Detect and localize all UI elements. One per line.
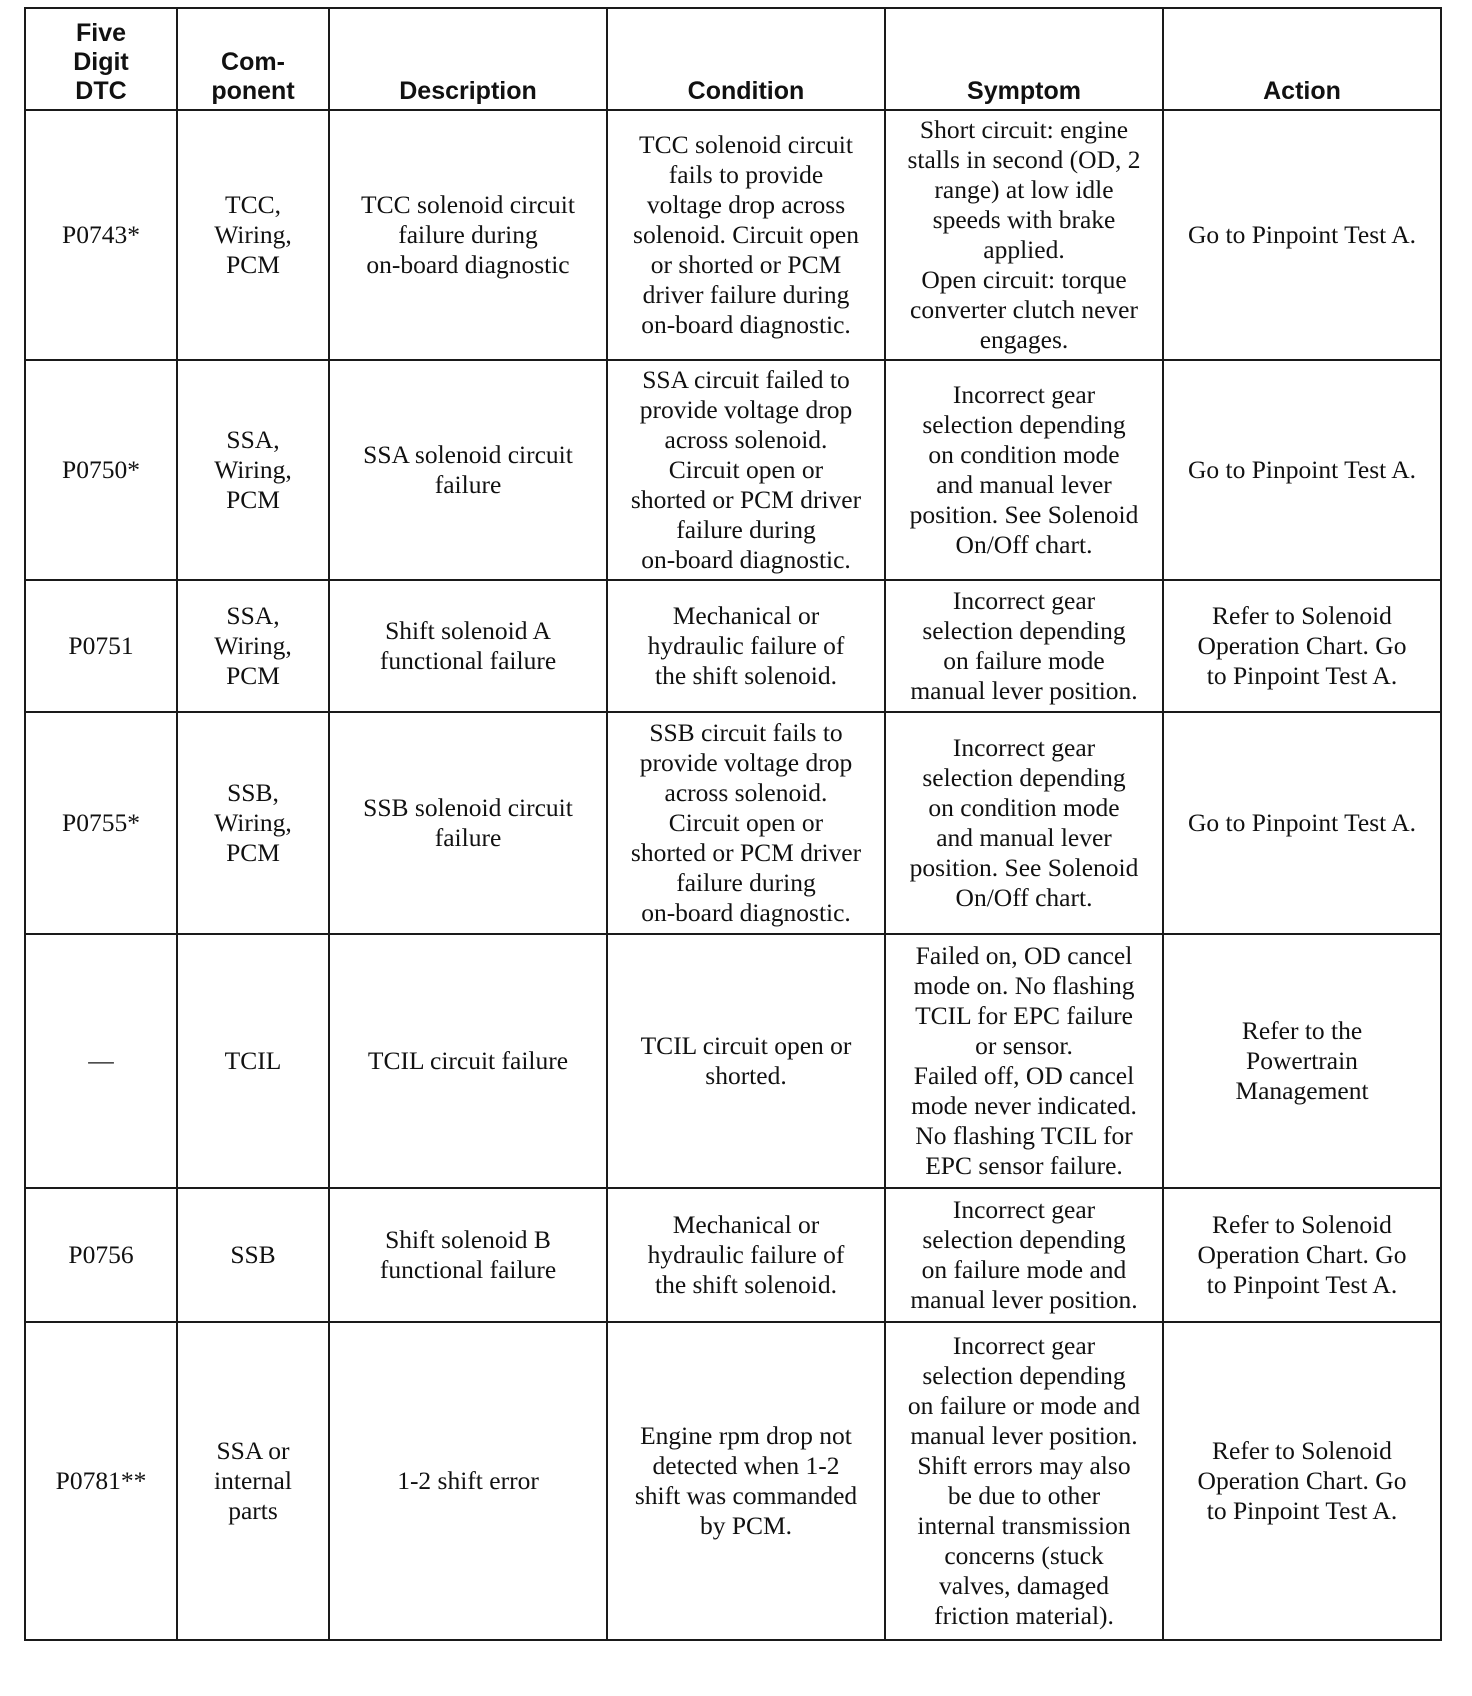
table-row	[25, 1322, 1441, 1640]
description-cell: TCC solenoid circuit failure during on-board diagnostic	[329, 110, 607, 360]
symptom-cell: Incorrect gear selection depending on failure mode and manual lever position.	[885, 1188, 1163, 1322]
table-row	[25, 1188, 1441, 1322]
description-cell: SSA solenoid circuit failure	[329, 360, 607, 580]
description-cell: Shift solenoid A functional failure	[329, 580, 607, 712]
header-component: Com- ponent	[177, 8, 329, 110]
table-row	[25, 580, 1441, 712]
condition-cell: Mechanical or hydraulic failure of the shift solenoid.	[607, 580, 885, 712]
description-cell: Shift solenoid B functional failure	[329, 1188, 607, 1322]
description-cell: SSB solenoid circuit failure	[329, 712, 607, 934]
header-description: Description	[329, 8, 607, 110]
condition-cell: TCIL circuit open or shorted.	[607, 934, 885, 1188]
dtc-cell: P0743*	[25, 110, 177, 360]
dtc-cell: P0751	[25, 580, 177, 712]
action-cell: Refer to the Powertrain Management	[1163, 934, 1441, 1188]
header-row	[25, 8, 1441, 110]
symptom-cell: Incorrect gear selection depending on failure or mode and manual lever position. Shift errors may also be due to other internal transmission concerns (stuck valves, damaged friction material).	[885, 1322, 1163, 1640]
dtc-cell: P0755*	[25, 712, 177, 934]
symptom-cell: Short circuit: engine stalls in second (OD, 2 range) at low idle speeds with brake applied. Open circuit: torque converter clutch never engages.	[885, 110, 1163, 360]
component-cell: SSB	[177, 1188, 329, 1322]
condition-cell: Mechanical or hydraulic failure of the shift solenoid.	[607, 1188, 885, 1322]
header-symptom: Symptom	[885, 8, 1163, 110]
action-cell: Refer to Solenoid Operation Chart. Go to Pinpoint Test A.	[1163, 1188, 1441, 1322]
action-cell: Refer to Solenoid Operation Chart. Go to Pinpoint Test A.	[1163, 1322, 1441, 1640]
action-cell: Go to Pinpoint Test A.	[1163, 712, 1441, 934]
table-row	[25, 712, 1441, 934]
condition-cell: SSB circuit fails to provide voltage drop across solenoid. Circuit open or shorted or PCM driver failure during on-board diagnostic.	[607, 712, 885, 934]
action-cell: Refer to Solenoid Operation Chart. Go to Pinpoint Test A.	[1163, 580, 1441, 712]
component-cell: SSA, Wiring, PCM	[177, 580, 329, 712]
component-cell: TCIL	[177, 934, 329, 1188]
condition-cell: Engine rpm drop not detected when 1-2 shift was commanded by PCM.	[607, 1322, 885, 1640]
table-row	[25, 360, 1441, 580]
dtc-cell: P0756	[25, 1188, 177, 1322]
action-cell: Go to Pinpoint Test A.	[1163, 360, 1441, 580]
symptom-cell: Incorrect gear selection depending on condition mode and manual lever position. See Solenoid On/Off chart.	[885, 712, 1163, 934]
header-action: Action	[1163, 8, 1441, 110]
component-cell: SSA, Wiring, PCM	[177, 360, 329, 580]
component-cell: TCC, Wiring, PCM	[177, 110, 329, 360]
symptom-cell: Incorrect gear selection depending on failure mode manual lever position.	[885, 580, 1163, 712]
header-condition: Condition	[607, 8, 885, 110]
table-row	[25, 110, 1441, 360]
dtc-cell: P0781**	[25, 1322, 177, 1640]
description-cell: TCIL circuit failure	[329, 934, 607, 1188]
symptom-cell: Incorrect gear selection depending on condition mode and manual lever position. See Solenoid On/Off chart.	[885, 360, 1163, 580]
dtc-table	[24, 7, 1442, 1641]
dtc-cell: P0750*	[25, 360, 177, 580]
table-row	[25, 934, 1441, 1188]
condition-cell: SSA circuit failed to provide voltage drop across solenoid. Circuit open or shorted or PCM driver failure during on-board diagnostic.	[607, 360, 885, 580]
dtc-cell: —	[25, 934, 177, 1188]
component-cell: SSB, Wiring, PCM	[177, 712, 329, 934]
action-cell: Go to Pinpoint Test A.	[1163, 110, 1441, 360]
description-cell: 1-2 shift error	[329, 1322, 607, 1640]
symptom-cell: Failed on, OD cancel mode on. No flashing TCIL for EPC failure or sensor. Failed off, OD cancel mode never indicated. No flashing TCIL for EPC sensor failure.	[885, 934, 1163, 1188]
condition-cell: TCC solenoid circuit fails to provide voltage drop across solenoid. Circuit open or shorted or PCM driver failure during on-board diagnostic.	[607, 110, 885, 360]
component-cell: SSA or internal parts	[177, 1322, 329, 1640]
header-dtc: Five Digit DTC	[25, 8, 177, 110]
